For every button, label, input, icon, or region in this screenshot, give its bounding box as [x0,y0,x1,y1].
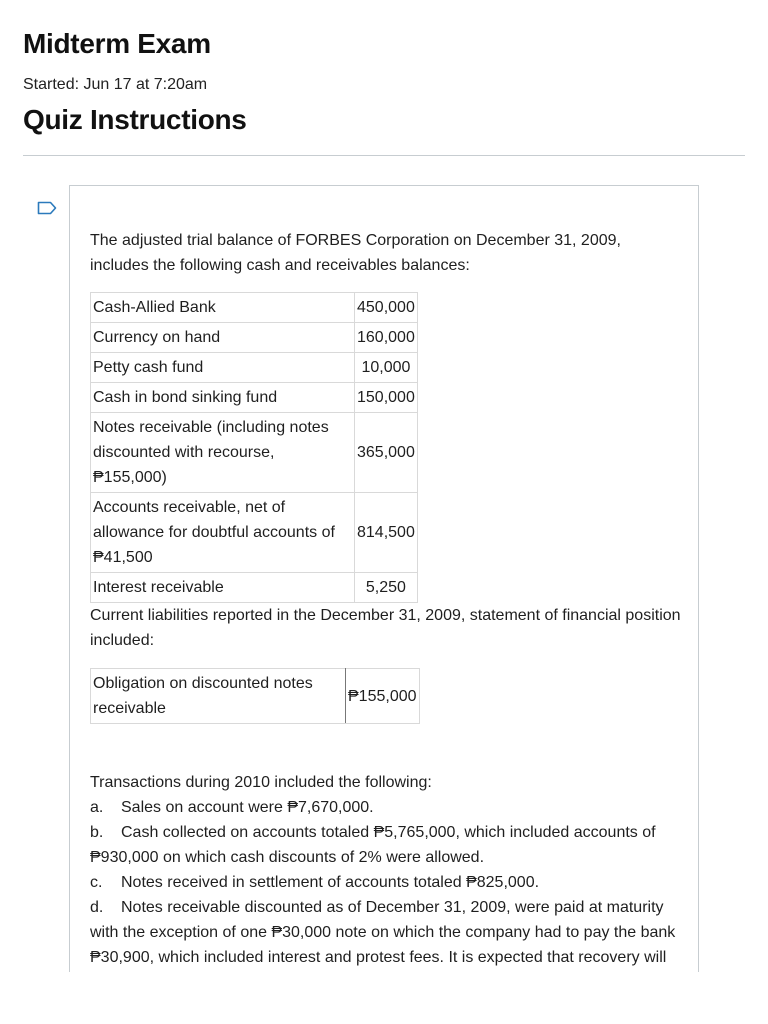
balance-row [91,293,418,323]
transaction-text: Notes received in settlement of accounts totaled ₱825,000. [121,874,540,891]
transaction-item [90,870,682,895]
question-intro: The adjusted trial balance of FORBES Corporation on December 31, 2009, includes the following cash and receivables balances: [90,232,621,274]
liability-amount: ₱155,000 [346,669,420,724]
transactions-section [90,770,682,970]
balance-label: Cash-Allied Bank [91,293,355,323]
balances-table [90,292,418,603]
balance-label: Notes receivable (including notes discounted with recourse, ₱155,000) [91,413,355,493]
transaction-item [90,795,682,820]
question-box [69,185,699,972]
balance-amount: 160,000 [355,323,418,353]
balance-amount: 814,500 [355,493,418,573]
exam-title: Midterm Exam [23,28,211,59]
balance-amount: 450,000 [355,293,418,323]
transaction-text: Cash collected on accounts totaled ₱5,765,000, which included accounts of ₱930,000 on which cash discounts of 2% were allowed. [90,824,656,866]
quiz-instructions-heading: Quiz Instructions [23,104,247,135]
balance-row [91,353,418,383]
balance-amount: 10,000 [355,353,418,383]
transaction-letter: c. [90,874,103,891]
balance-amount: 365,000 [355,413,418,493]
transaction-text: Notes receivable discounted as of December 31, 2009, were paid at maturity with the exception of one ₱30,000 note on which the company had to pay the bank ₱30,900, which included interest and protest fees. It is expected that recovery will [90,899,676,966]
transaction-letter: d. [90,899,104,916]
transaction-item [90,895,682,970]
balance-row [91,573,418,603]
transaction-letter: b. [90,824,104,841]
flag-outline-icon[interactable] [37,201,57,215]
question-content [90,228,682,970]
balance-amount: 5,250 [355,573,418,603]
transactions-list [90,795,682,970]
transaction-item [90,820,682,870]
header-divider [23,155,745,156]
balance-amount: 150,000 [355,383,418,413]
transactions-intro: Transactions during 2010 included the following: [90,774,432,791]
started-timestamp: Started: Jun 17 at 7:20am [23,76,208,93]
balance-row [91,383,418,413]
transaction-text: Sales on account were ₱7,670,000. [121,799,374,816]
balance-label: Cash in bond sinking fund [91,383,355,413]
transaction-letter: a. [90,799,104,816]
liabilities-table [90,668,420,724]
balance-label: Petty cash fund [91,353,355,383]
balance-row [91,323,418,353]
balance-row [91,493,418,573]
balance-label: Interest receivable [91,573,355,603]
liability-label: Obligation on discounted notes receivable [91,669,346,724]
balance-label: Currency on hand [91,323,355,353]
balance-label: Accounts receivable, net of allowance for doubtful accounts of ₱41,500 [91,493,355,573]
balance-row [91,413,418,493]
liability-row [91,669,420,724]
liabilities-intro: Current liabilities reported in the December 31, 2009, statement of financial position included: [90,607,681,649]
